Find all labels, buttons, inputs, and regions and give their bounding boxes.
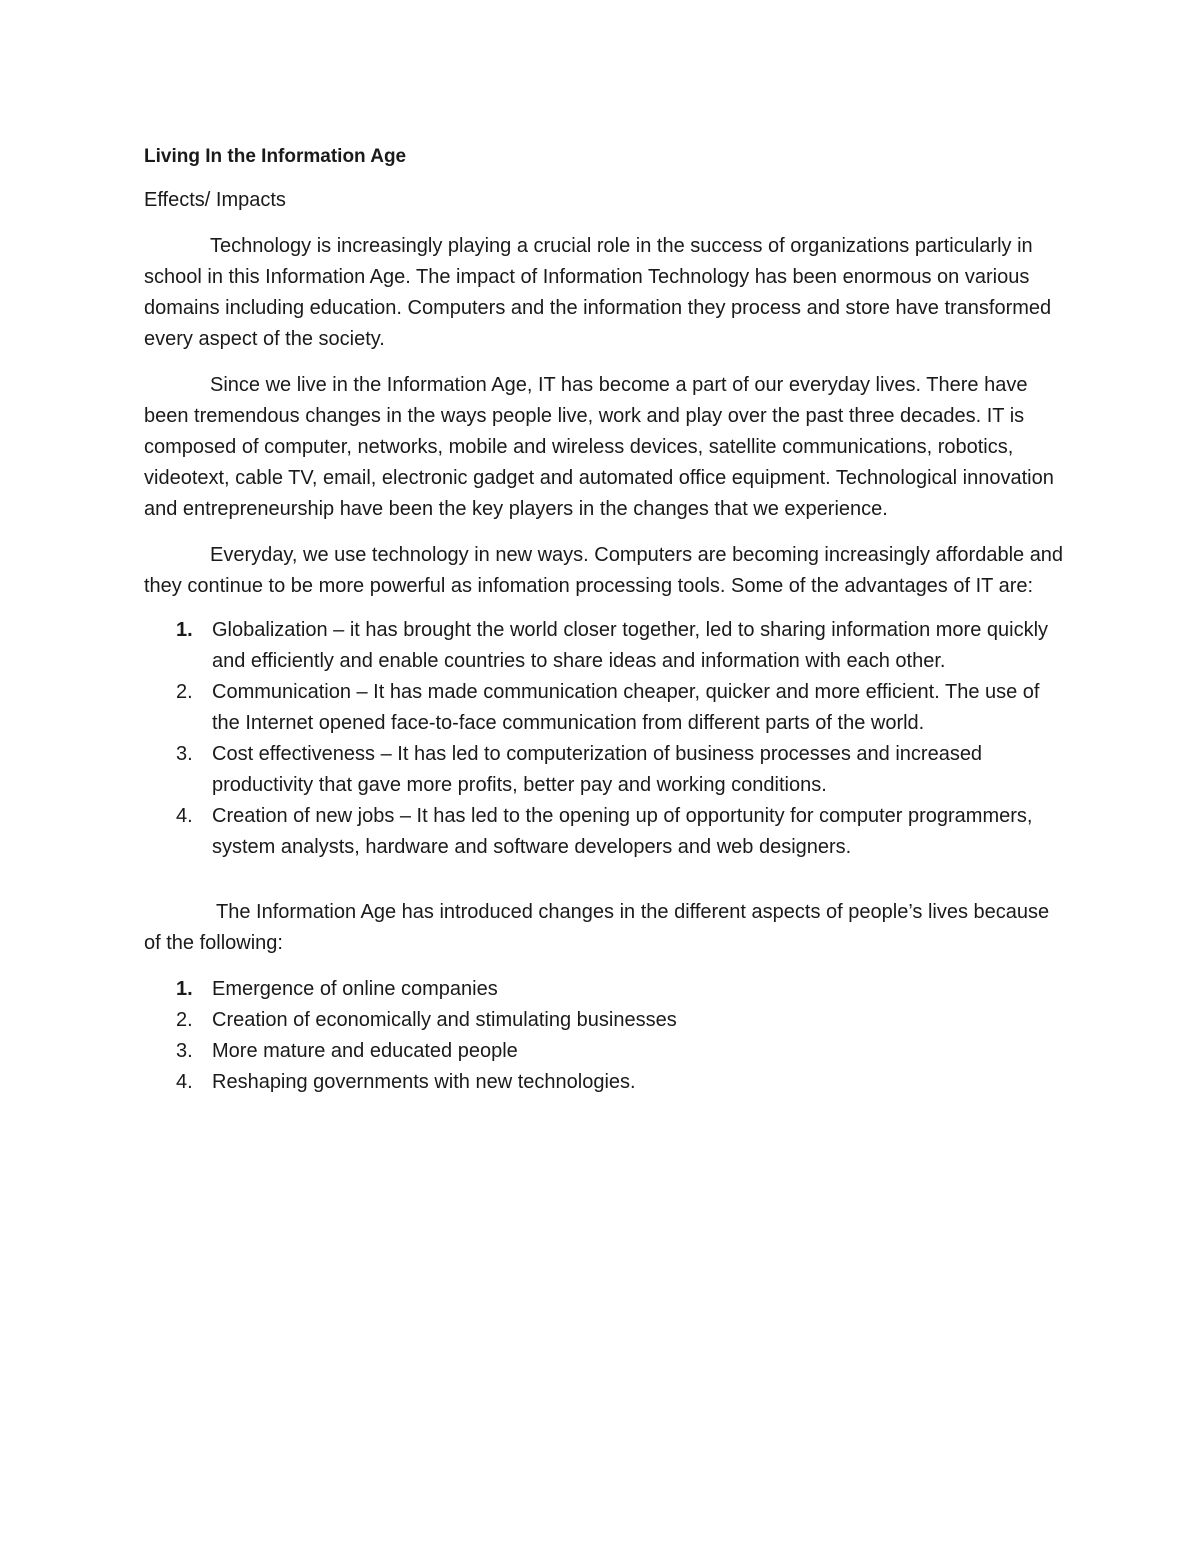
paragraph-changes-intro: The Information Age has introduced changes in the different aspects of people’s lives because of the following: — [144, 901, 1050, 954]
list-item-text: More mature and educated people — [212, 1040, 518, 1062]
document-title: Living In the Information Age — [144, 146, 407, 167]
list-item-text: Globalization – it has brought the world closer together, led to sharing information more quickly and efficiently and enable countries to share ideas and information with each other. — [212, 619, 1049, 672]
paragraph-it-everyday: Since we live in the Information Age, IT has become a part of our everyday lives. There have been tremendous changes in the ways people live, work and play over the past three decades. IT is composed of computer, networks, mobile and wireless devices, satellite communications, robotics, videotext, cable TV, email, electronic gadget and automated office equipment. Technological innovation and entrepreneurship have been the key players in the changes that we experience. — [144, 374, 1054, 520]
list-item-number: 3. — [176, 1040, 193, 1062]
list-item — [144, 739, 1064, 801]
list-item-number: 1. — [176, 978, 193, 1000]
list-item — [144, 615, 1064, 677]
list-item — [144, 1036, 1064, 1067]
list-item-text: Creation of new jobs – It has led to the opening up of opportunity for computer programmers, system analysts, hardware and software developers and web designers. — [212, 805, 1033, 858]
list-item — [144, 677, 1064, 739]
document-subtitle: Effects/ Impacts — [144, 189, 286, 211]
list-item-number: 2. — [176, 1009, 193, 1031]
list-item-number: 2. — [176, 681, 193, 703]
list-item-number: 4. — [176, 805, 193, 827]
list-item — [144, 1067, 1064, 1098]
paragraph-advantages-intro: Everyday, we use technology in new ways. Computers are becoming increasingly affordable and they continue to be more powerful as infomation processing tools. Some of the advantages of IT are: — [144, 544, 1064, 597]
list-item-text: Cost effectiveness – It has led to computerization of business processes and increased productivity that gave more profits, better pay and working conditions. — [212, 743, 983, 796]
paragraph-intro: Technology is increasingly playing a crucial role in the success of organizations particularly in school in this Information Age. The impact of Information Technology has been enormous on various domains including education. Computers and the information they process and store have transformed every aspect of the society. — [144, 235, 1052, 350]
list-item-text: Reshaping governments with new technologies. — [212, 1071, 636, 1093]
list-item-number: 4. — [176, 1071, 193, 1093]
advantages-list — [144, 615, 1064, 863]
list-item — [144, 801, 1064, 863]
list-item-text: Creation of economically and stimulating businesses — [212, 1009, 677, 1031]
list-item — [144, 974, 1064, 1005]
list-item-text: Communication – It has made communication cheaper, quicker and more efficient. The use of the Internet opened face-to-face communication from different parts of the world. — [212, 681, 1040, 734]
changes-list — [144, 974, 1064, 1098]
list-item-number: 3. — [176, 743, 193, 765]
list-item-number: 1. — [176, 619, 193, 641]
list-item — [144, 1005, 1064, 1036]
document-page — [144, 141, 1064, 1098]
list-item-text: Emergence of online companies — [212, 978, 498, 1000]
